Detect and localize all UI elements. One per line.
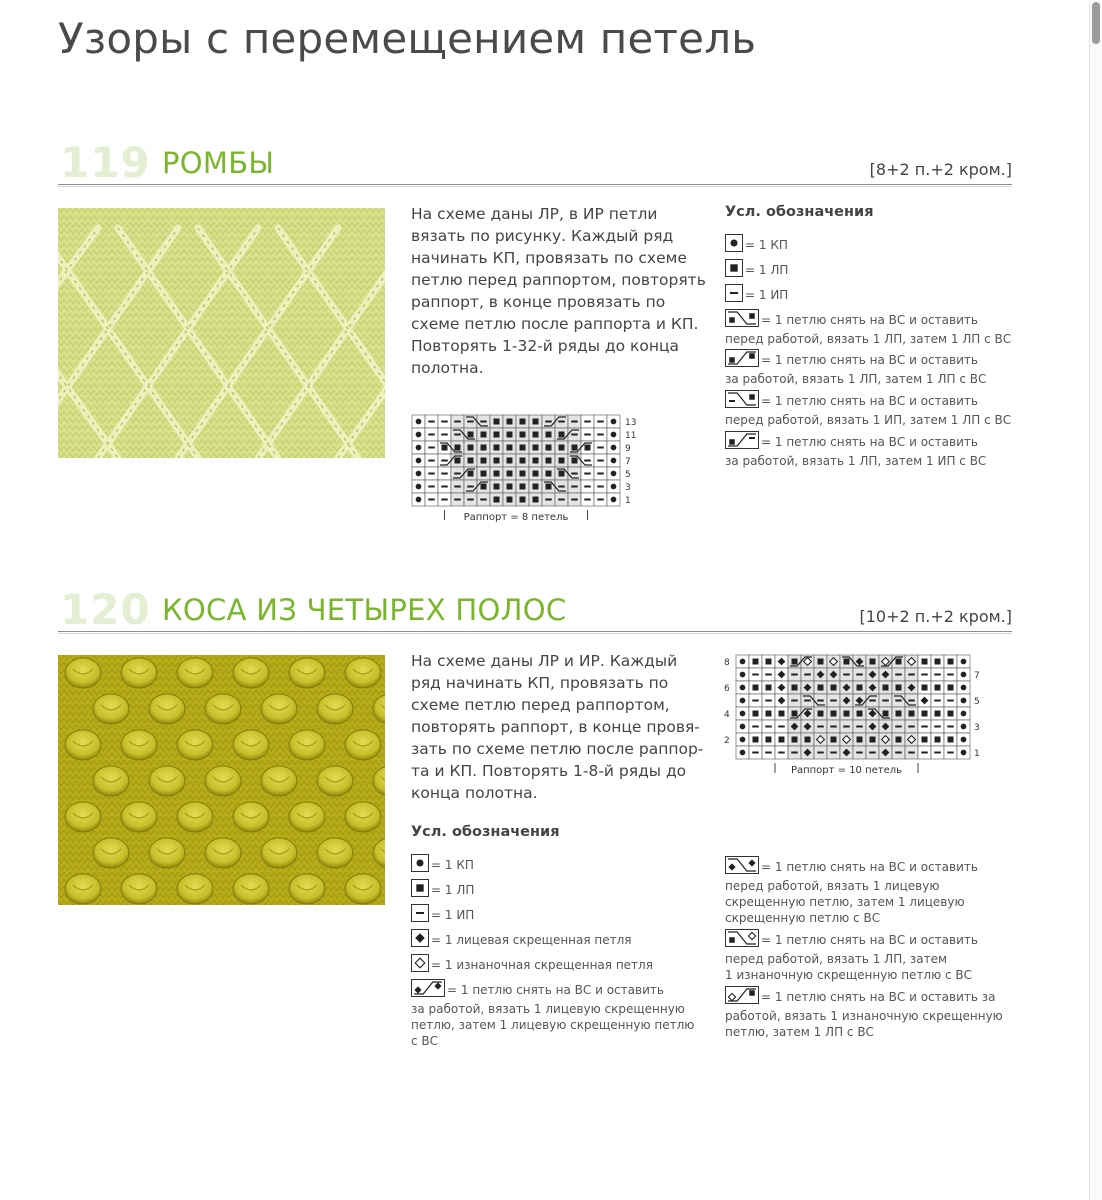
legend-text: = 1 КП — [431, 858, 474, 872]
legend-item — [411, 854, 474, 876]
cross-back-twisted-icon — [411, 979, 445, 1001]
legend-item — [725, 259, 788, 281]
twisted-knit-icon — [411, 929, 429, 951]
legend-text: = 1 петлю снять на ВС и оставить перед работой, вязать 1 лицевую скрещенную петлю, затем 1 лицевую скрещенную петлю с ВС — [725, 860, 978, 925]
legend-text: = 1 петлю снять на ВС и оставить за работой, вязать 1 лицевую скрещенную петлю, затем 1 лицевую скрещенную петлю с ВС — [411, 983, 695, 1048]
braid-pattern-photo — [58, 655, 385, 905]
legend-text: = 1 петлю снять на ВС и оставить перед работой, вязать 1 ИП, затем 1 ЛП с ВС — [725, 394, 1012, 427]
cross-back-knit-purl-icon — [725, 431, 759, 453]
legend-text: = 1 ЛП — [431, 883, 475, 897]
cross-back-twistedpurl-knit-icon — [725, 986, 759, 1008]
legend-text: = 1 петлю снять на ВС и оставить за работой, вязать 1 изнаночную скрещенную петлю, затем 1 ЛП с ВС — [725, 990, 1003, 1039]
legend-title: Усл. обозначения — [411, 824, 560, 840]
repeat-label: Раппорт = 10 петель — [790, 765, 903, 776]
legend-text: = 1 лицевая скрещенная петля — [431, 933, 632, 947]
legend-text: = 1 ИП — [745, 288, 789, 302]
section-number: 120 — [60, 585, 151, 634]
row-number: 7 — [974, 671, 980, 681]
legend-item — [725, 284, 788, 306]
row-number: 6 — [724, 684, 730, 694]
rhombus-chart — [410, 412, 650, 532]
legend-item — [725, 856, 978, 926]
legend-item — [411, 904, 474, 926]
cross-back-knit-knit-icon — [725, 349, 759, 371]
legend-text: = 1 изнаночная скрещенная петля — [431, 958, 653, 972]
row-number: 1 — [974, 749, 980, 759]
row-number: 5 — [625, 470, 631, 480]
row-number: 2 — [724, 736, 730, 746]
rhombus-pattern-photo — [58, 208, 385, 458]
legend-text: = 1 ИП — [431, 908, 475, 922]
legend-item — [411, 879, 474, 901]
legend-item — [411, 929, 632, 951]
legend-text: = 1 петлю снять на ВС и оставить за работой, вязать 1 ЛП, затем 1 ЛП с ВС — [725, 353, 987, 386]
row-number: 13 — [625, 418, 637, 428]
knit-stitch-icon — [411, 879, 429, 901]
section-number: 119 — [60, 138, 151, 187]
page-title: Узоры с перемещением петель — [58, 14, 757, 63]
section-divider — [58, 631, 1012, 632]
edge-stitch-icon — [411, 854, 429, 876]
cross-front-twisted-icon — [725, 856, 759, 878]
section-divider — [58, 184, 1012, 185]
braid-chart — [722, 652, 1002, 784]
cross-front-purl-knit-icon — [725, 390, 759, 412]
legend-item — [411, 979, 694, 1049]
knit-stitch-icon — [725, 259, 743, 281]
legend-title: Усл. обозначения — [725, 204, 874, 220]
row-number: 4 — [724, 710, 730, 720]
repeat-label: Раппорт = 8 петель — [463, 512, 569, 523]
legend-text: = 1 ЛП — [745, 263, 789, 277]
purl-stitch-icon — [411, 904, 429, 926]
row-number: 5 — [974, 697, 980, 707]
edge-stitch-icon — [725, 234, 743, 256]
purl-stitch-icon — [725, 284, 743, 306]
section-description: На схеме даны ЛР, в ИР петли вязать по рисунку. Каждый ряд начинать КП, провязать по схеме петлю перед раппортом, повторять раппорт, в конце провязать по схеме петлю после раппорта и КП. Повторять 1-32-й ряды до конца полотна. — [411, 205, 706, 377]
row-number: 7 — [625, 457, 631, 467]
legend-text: = 1 КП — [745, 238, 788, 252]
scrollbar[interactable] — [1089, 0, 1102, 1200]
section-title: КОСА ИЗ ЧЕТЫРЕХ ПОЛОС — [162, 593, 567, 627]
stitch-count-note: [8+2 п.+2 кром.] — [869, 160, 1012, 179]
cross-front-knit-knit-icon — [725, 309, 759, 331]
scroll-thumb[interactable] — [1092, 2, 1100, 44]
row-number: 11 — [625, 431, 637, 441]
legend-item — [725, 431, 986, 469]
row-number: 3 — [974, 723, 980, 733]
legend-text: = 1 петлю снять на ВС и оставить перед работой, вязать 1 ЛП, затем 1 ЛП с ВС — [725, 313, 1012, 346]
cross-front-knit-twistedpurl-icon — [725, 929, 759, 951]
stitch-count-note: [10+2 п.+2 кром.] — [859, 607, 1012, 626]
row-number: 9 — [625, 444, 631, 454]
twisted-purl-icon — [411, 954, 429, 976]
legend-item — [411, 954, 653, 976]
legend-item — [725, 390, 1011, 428]
legend-item — [725, 234, 788, 256]
row-number: 1 — [625, 496, 631, 506]
legend-item — [725, 986, 1003, 1040]
legend-text: = 1 петлю снять на ВС и оставить за работой, вязать 1 ЛП, затем 1 ИП с ВС — [725, 435, 987, 468]
row-number: 3 — [625, 483, 631, 493]
section-description: На схеме даны ЛР и ИР. Каждый ряд начинать КП, провязать по схеме петлю перед раппортом, повторять раппорт, в конце провя- зать по схеме петлю после раппор- та и КП. Повторять 1-8-й ряды до конца полотна. — [411, 652, 704, 802]
section-title: РОМБЫ — [162, 146, 275, 180]
legend-text: = 1 петлю снять на ВС и оставить перед работой, вязать 1 ЛП, затем 1 изнаночную скрещенную петлю с ВС — [725, 933, 978, 982]
legend-item — [725, 349, 986, 387]
row-number: 8 — [724, 658, 730, 668]
legend-item — [725, 929, 978, 983]
legend-item — [725, 309, 1011, 347]
